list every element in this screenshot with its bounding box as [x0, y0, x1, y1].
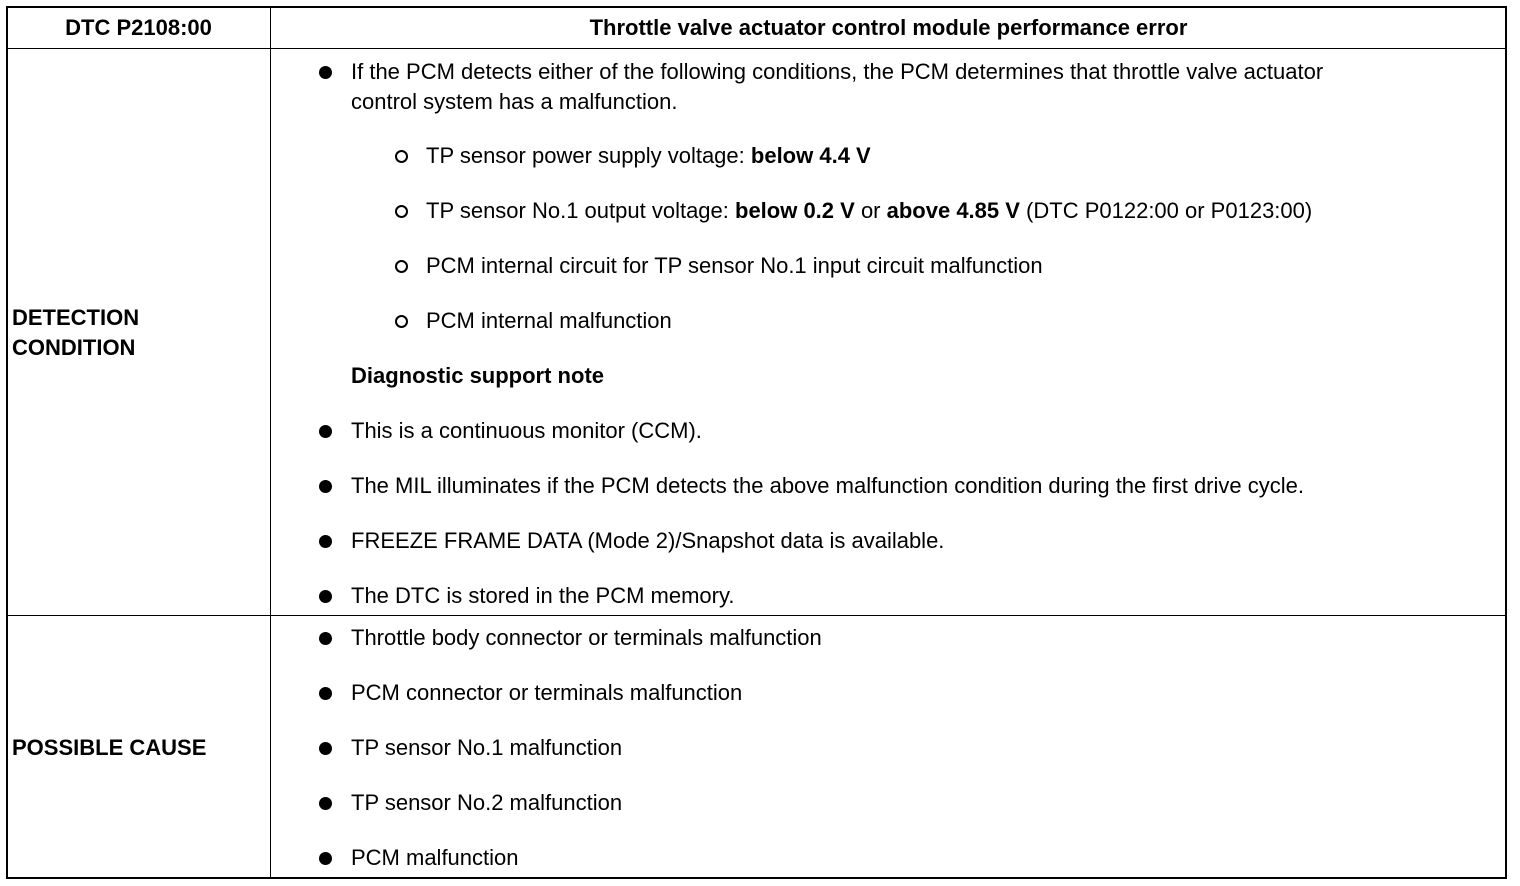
column-divider: [270, 7, 271, 878]
bullet-icon: [319, 425, 332, 438]
note-item: The DTC is stored in the PCM memory.: [351, 583, 735, 608]
bullet-icon: [319, 687, 332, 700]
related-dtc: (DTC P0122:00 or P0123:00): [1019, 198, 1313, 223]
condition-internal-malfunction: PCM internal malfunction: [426, 308, 672, 333]
bullet-icon: [319, 480, 332, 493]
detection-condition-label: [12, 303, 139, 363]
detection-intro-line2: control system has a malfunction.: [351, 89, 678, 114]
bullet-icon: [319, 66, 332, 79]
sub-bullet-icon: [395, 260, 408, 273]
threshold-high: above 4.85 V: [886, 198, 1020, 223]
bullet-icon: [319, 632, 332, 645]
bullet-icon: [319, 535, 332, 548]
detection-intro-line1: If the PCM detects either of the following conditions, the PCM determines that throttle valve actuator: [351, 59, 1324, 84]
sub-bullet-icon: [395, 205, 408, 218]
support-note-heading: Diagnostic support note: [351, 363, 604, 388]
cause-item: TP sensor No.2 malfunction: [351, 790, 623, 815]
condition-text: TP sensor power supply voltage:: [426, 143, 751, 168]
header-divider: [7, 48, 1506, 49]
threshold-value: below 4.4 V: [750, 143, 871, 168]
dtc-table: [6, 6, 1507, 879]
note-item: The MIL illuminates if the PCM detects the above malfunction condition during the first drive cycle.: [351, 473, 1304, 498]
condition-text: TP sensor No.1 output voltage:: [426, 198, 735, 223]
conjunction: or: [854, 198, 887, 223]
detection-label-line2: CONDITION: [12, 335, 136, 360]
sub-bullet-icon: [395, 150, 408, 163]
cause-item: PCM malfunction: [351, 845, 519, 870]
possible-cause-label: POSSIBLE CAUSE: [12, 735, 207, 760]
bullet-icon: [319, 852, 332, 865]
note-item: FREEZE FRAME DATA (Mode 2)/Snapshot data is available.: [351, 528, 945, 553]
bullet-icon: [319, 742, 332, 755]
sub-bullet-icon: [395, 315, 408, 328]
detection-label-line1: DETECTION: [12, 305, 140, 330]
condition-output-voltage: [426, 196, 1312, 226]
note-item: This is a continuous monitor (CCM).: [351, 418, 702, 443]
row-divider: [7, 615, 1506, 616]
dtc-code: DTC P2108:00: [65, 15, 212, 40]
bullet-icon: [319, 590, 332, 603]
bullet-icon: [319, 797, 332, 810]
cause-item: PCM connector or terminals malfunction: [351, 680, 743, 705]
condition-internal-circuit: PCM internal circuit for TP sensor No.1 input circuit malfunction: [426, 253, 1043, 278]
dtc-title: Throttle valve actuator control module performance error: [589, 15, 1188, 40]
cause-item: Throttle body connector or terminals malfunction: [351, 625, 822, 650]
threshold-low: below 0.2 V: [735, 198, 855, 223]
condition-power-supply: [426, 141, 871, 171]
cause-item: TP sensor No.1 malfunction: [351, 735, 623, 760]
